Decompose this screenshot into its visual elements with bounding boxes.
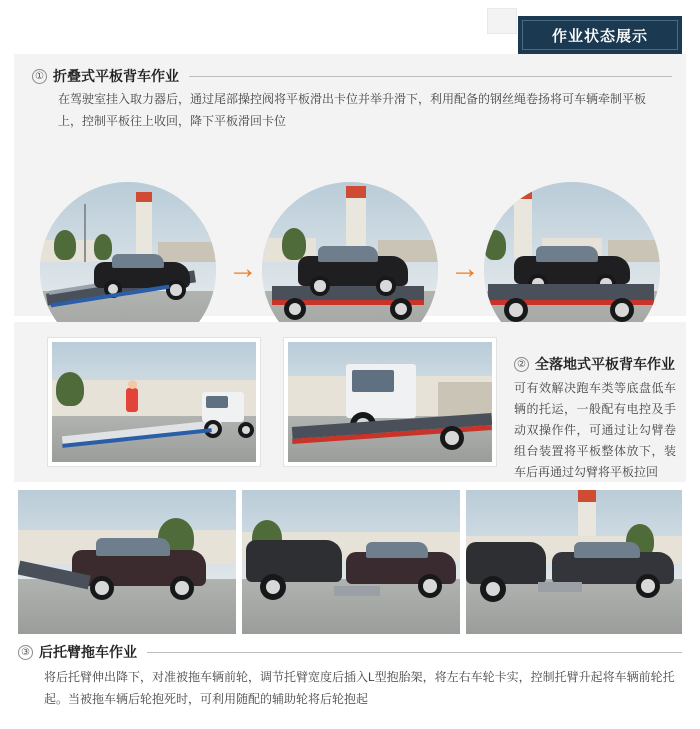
building bbox=[158, 242, 216, 262]
truck-wheel bbox=[284, 298, 306, 320]
loaded-car-glass bbox=[318, 246, 378, 262]
tree bbox=[56, 372, 84, 406]
section-2-body: 可有效解决跑车类等底盘低车辆的托运，一般配有电控及手动双操作件，可通过让勾臂卷组台装置将平板整体放下，装车后再通过勾臂将平板拉回 bbox=[514, 381, 676, 479]
chimney-top bbox=[136, 192, 152, 202]
figure-3-2 bbox=[242, 490, 460, 634]
building bbox=[438, 382, 496, 416]
section-2-title: 全落地式平板背车作业 bbox=[535, 356, 675, 372]
wheel-cradle bbox=[538, 582, 582, 592]
figure-2-1 bbox=[48, 338, 260, 466]
figure-3-1 bbox=[18, 490, 236, 634]
section-rear-lift-tow bbox=[14, 490, 686, 718]
tree bbox=[54, 230, 76, 260]
truck-rear bbox=[466, 542, 546, 584]
section-3-body: 将后托臂伸出降下，对准被拖车辆前轮，调节托臂宽度后插入L型抱胎架，将左右车轮卡实，控制托臂升起将车辆前轮托起。当被拖车辆后轮抱死时，可利用随配的辅助轮将后轮抱起 bbox=[44, 670, 675, 706]
truck-wheel bbox=[260, 574, 286, 600]
page-header bbox=[0, 8, 700, 54]
car-wheel bbox=[376, 276, 396, 296]
figure-3-3 bbox=[466, 490, 682, 634]
truck-wheel bbox=[390, 298, 412, 320]
tree bbox=[282, 228, 306, 260]
section-folding-flatbed bbox=[14, 54, 686, 316]
section-3-title: 后托臂拖车作业 bbox=[39, 644, 137, 660]
light-pole bbox=[84, 204, 86, 262]
ground bbox=[18, 579, 236, 634]
towed-car-glass bbox=[574, 542, 640, 558]
truck-window bbox=[206, 396, 228, 408]
operator-body bbox=[126, 388, 138, 412]
towed-car-glass bbox=[96, 538, 170, 556]
section-1-rule bbox=[189, 76, 672, 77]
car-wheel bbox=[418, 574, 442, 598]
truck-rear bbox=[246, 540, 342, 582]
car-wheel bbox=[170, 576, 194, 600]
section-3-heading bbox=[18, 642, 682, 662]
wheel-cradle bbox=[334, 586, 380, 596]
car-wheel bbox=[90, 576, 114, 600]
car-wheel bbox=[636, 574, 660, 598]
truck-wheel bbox=[610, 298, 634, 322]
chimney-top bbox=[346, 186, 366, 198]
arrow-2: → bbox=[450, 252, 480, 285]
chimney-top bbox=[514, 188, 532, 199]
arrow-1: → bbox=[228, 252, 258, 285]
section-full-landing-flatbed bbox=[14, 322, 686, 482]
section-3-number: ③ bbox=[18, 645, 33, 660]
truck-wheel bbox=[440, 426, 464, 450]
section-1-number: ① bbox=[32, 69, 47, 84]
header-decor-block bbox=[487, 8, 517, 34]
section-2-number: ② bbox=[514, 357, 529, 372]
truck-wheel bbox=[504, 298, 528, 322]
figure-2-2 bbox=[284, 338, 496, 466]
towed-car-glass bbox=[366, 542, 428, 558]
tree bbox=[484, 230, 506, 260]
loaded-car-glass bbox=[112, 254, 164, 268]
section-1-title: 折叠式平板背车作业 bbox=[53, 68, 179, 84]
loaded-car-glass bbox=[536, 246, 598, 262]
truck-window bbox=[352, 370, 394, 392]
truck-wheel bbox=[166, 280, 186, 300]
section-3-rule bbox=[147, 652, 682, 653]
operator-head bbox=[128, 380, 137, 389]
tree bbox=[94, 234, 112, 260]
section-2-heading bbox=[514, 354, 675, 374]
section-1-heading bbox=[32, 66, 672, 86]
chimney-top bbox=[578, 490, 596, 502]
header-title-plate bbox=[518, 16, 682, 54]
car-wheel bbox=[310, 276, 330, 296]
truck-wheel bbox=[238, 422, 254, 438]
page-title: 作业状态展示 bbox=[551, 27, 648, 45]
section-1-body: 在驾驶室挂入取力器后，通过尾部操控阀将平板滑出卡位并举升滑下，利用配备的钢丝绳卷扬将可车辆牵制平板上，控制平板往上收回，降下平板滑回卡位 bbox=[58, 92, 647, 128]
truck-wheel bbox=[480, 576, 506, 602]
